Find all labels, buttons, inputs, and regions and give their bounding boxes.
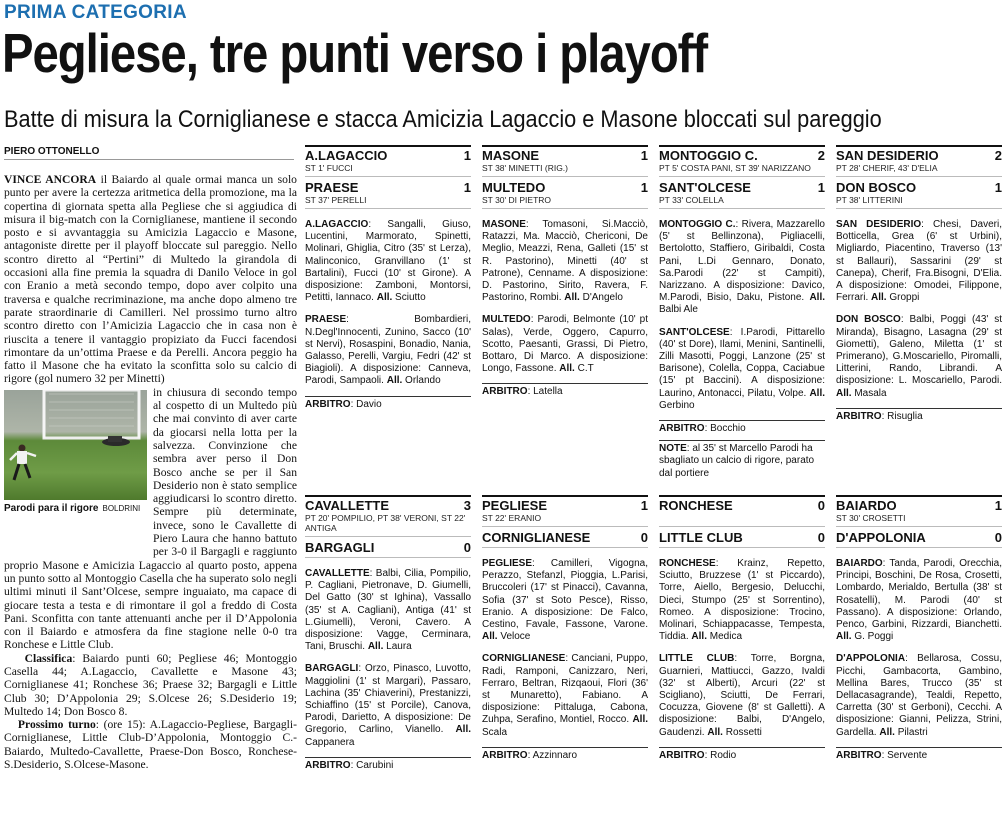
away-team-name: BARGAGLI: [305, 540, 375, 555]
away-team-name: DON BOSCO: [836, 180, 917, 195]
referee-name: : Azzinnaro: [527, 749, 578, 761]
coach-label: All.: [879, 726, 895, 738]
lineup-team-name: CAVALLETTE: [305, 568, 370, 579]
home-team-name: PEGLIESE: [482, 498, 548, 513]
home-team-name: SAN DESIDERIO: [836, 148, 939, 163]
lineup-players: : Camilleri, Vigogna, Perazzo, Stefanzl, Pioggia, L.Parisi, Bruccoleri (17' st Pinacci), Cavanna, Sofia (37' st Soto Pesce), Risso, Eranio. A disposizione: De Falco, Cestino, Favale, Fassone, Varone.: [482, 558, 648, 631]
home-scorers: PT 28' CHERIF, 43' D'ELIA: [836, 163, 1002, 177]
lineup-players: : Bellarosa, Cossu, Picchi, Gambacorta, Gambino, Mellina Bares, Trucco (35' st Dellacasagrande), Tealdi, Repetto, Carretta (30' st Gerboni), Cecchi. A disposizione: Gianni, Pelizza, Strini, Gardella.: [836, 653, 1002, 738]
coach-name: Orlando: [402, 375, 441, 387]
next-round-paragraph: [4, 718, 297, 771]
home-team-name: MASONE: [482, 148, 540, 163]
standings-text: : Baiardo punti 60; Pegliese 46; Montoggio Casella 44; A.Lagaccio, Cavallette e Masone 43; Corniglianese 41; Ronchese 36; Praese 32; Bargagli e Little Club 30; D’Appolonia 29; S.Olcese 26; S.Desiderio 19; Multedo 14; Don Bosco 8.: [4, 651, 297, 718]
home-scorers: PT 5' COSTA PANI, ST 39' NARIZZANO: [659, 163, 825, 177]
referee-label: ARBITRO: [659, 749, 705, 761]
away-team-score: 1: [817, 180, 825, 195]
coach-label: All.: [707, 726, 723, 738]
lineup-team-name: SAN DESIDERIO: [836, 219, 922, 230]
lineup-team-name: MULTEDO: [482, 314, 531, 326]
lineup-players: : Balbi, Cilia, Pompilio, P. Cagliani, Pietronave, D. Giumelli, Del Gatto (30' st Ighina), Vassallo (35' st A. Cagliani), Antiga (41' st L.Giumelli), Veroni, Cavero. A disposizione: Vagge, Cerminara, Tani, Bruschi.: [305, 568, 471, 653]
lineup-players: : Orzo, Pinasco, Luvotto, Maggiolini (1' st Margari), Passaro, Lachina (35' Chiaverini), Prestanizzi, Schiaffino (15' st Porcile), Canova, Parodi, Darietto, A disposizione: De Gregorio, Carlino, Vianello.: [305, 663, 471, 736]
coach-label: All.: [836, 387, 852, 399]
coach-label: All.: [564, 292, 580, 304]
home-team-row: [305, 145, 471, 163]
home-team-row: [836, 495, 1002, 513]
article-text: in chiusura di secondo tempo al cospetto di un Multedo più che mai convinto di aver carte da giocarsi nella lotta per la salvezza. Convinzione che sembra aver perso il Don Bosco anche se per il San Desiderio non è stato semplice aggiudicarsi lo scontro diretto. Sempre più determinate, invece, sono le Cavallette di Piero Laura che hanno battuto per 3-0 il Bargagli e raggiunto proprio Masone e Amicizia Lagaccio al quarto posto, appena un punto sotto al Montoggio Casella che ha superato solo negli ultimi minuti il Sant’Olcese, sempre inguaiato, ma capace di giocare testa a testa e di rimontare il gol a freddo di Costa Pani. Sconfitta con tante attenuanti anche per il D’Appolonia con il Baiardo e atmosfera da fine stagione nelle 0-0 tra Ronchese e Little Club.: [4, 385, 297, 652]
referee-label: ARBITRO: [659, 423, 705, 435]
next-round-text: : (ore 15): A.Lagaccio-Pegliese, Bargagli-Corniglianese, Little Club-D’Appolonia, Montoggio C.-Baiardo, Multedo-Cavallette, Praese-Don Bosco, Ronchese-S.Desiderio, S.Olcese-Masone.: [4, 718, 297, 772]
referee-line: [305, 757, 471, 772]
match-report: [659, 145, 825, 480]
match-report: [305, 145, 471, 411]
note-text: : al 35' st Marcello Parodi ha sbagliato un calcio di rigore, parato dal portiere: [659, 443, 815, 479]
lineup-players: : Canciani, Puppo, Radi, Ramponi, Canizzaro, Neri, Ferraro, Beltran, Rizqaoui, Flori (36' st Munaretto), Fabiano. A disposizione: Pittaluga, Cabona, Zuhpa, Serafino, Montiel, Rocco.: [482, 653, 648, 726]
match-report: [482, 145, 648, 399]
lineup-players: : Sangalli, Giuso, Lucentini, Marmorato, Spinetti, Molinari, Ghiglia, Citro (35' st Lerza), Malinconico, Granvillano (1' st Bartalini), Fucci (10' st Girone). A disposizione: Zamboni, Montorsi, Petitti, Iannaco.: [305, 219, 471, 304]
referee-line: [836, 747, 1002, 762]
team-lineup: [836, 558, 1002, 643]
home-scorers: ST 1' FUCCI: [305, 163, 471, 177]
lineup-players: : Krainz, Repetto, Sciutto, Bruzzese (1' st Piccardo), Torre, Aiello, Bergesio, Delucchi, Dieci, Stumpo (25' st Sorrentino), Romeo. A disposizione: Trocino, Molinari, Schiappacasse, Tempesta, Tiddia.: [659, 558, 825, 643]
home-team-name: RONCHESE: [659, 498, 733, 513]
referee-label: ARBITRO: [482, 749, 528, 761]
byline: PIERO OTTONELLO: [4, 146, 294, 160]
home-team-name: BAIARDO: [836, 498, 897, 513]
away-team-score: 1: [463, 180, 471, 195]
home-team-score: 1: [463, 148, 471, 163]
referee-name: : Latella: [527, 386, 563, 398]
home-scorers: ST 38' MINETTI (RIG.): [482, 163, 648, 177]
lineup-team-name: RONCHESE: [659, 558, 716, 569]
home-team-score: 1: [640, 148, 648, 163]
match-report: [836, 495, 1002, 762]
lineup-players: : Tanda, Parodi, Orecchia, Principi, Boschini, De Rosa, Crosetti, Lombardo, Merialdo, Bertulla (38' st Rosatelli), M. Parodi (40' st Passano). A disposizione: Orlando, Penco, Garbini, Rizzardi, Bianchetti.: [836, 558, 1002, 631]
home-team-score: 1: [994, 498, 1002, 513]
home-team-row: [836, 145, 1002, 163]
coach-name: Laura: [383, 641, 412, 653]
coach-name: Veloce: [497, 631, 531, 643]
home-team-row: [482, 145, 648, 163]
referee-label: ARBITRO: [305, 759, 351, 771]
coach-label: All.: [482, 631, 498, 643]
referee-line: [836, 408, 1002, 423]
match-report: [482, 495, 648, 762]
home-team-score: 0: [817, 498, 825, 513]
lineup-players: : Bombardieri, N.Degl'Innocenti, Zunino, Sacco (10' st Nervi), Rosaspini, Bonadio, Nania, Galasso, Perelli, Vargiu, Fedri (42' st Biagioli). A disposizione: Canneva, Parodi, Sampaoli.: [305, 314, 471, 387]
article-text: il Baiardo al quale ormai manca un solo punto per avere la certezza aritmetica della promozione, ma la copertina di giornata spetta alla Pegliese che si aggiudica di misura il big-match con la Corniglianese, mantiene il secondo posto e si avvantaggia su Amicizia Lagaccio e Masone, antagoniste dirette per il playoff bloccate sul pareggio. Nello scontro diretto al “Pertini” di Multedo la girandola di occasioni alla fine premia la squadra di Danilo Veloce in gol con Eranio a metà secondo tempo, dopo aver colpito una traversa e qualche recriminazione, ma anche dopo almeno tre parate straordinarie di Camilleri. Nel prossimo turno altro scontro diretto con l’Amicizia Lagaccio che in casa non è riuscita a tenere il vantaggio propiziato da Fucci facendosi rimontare da un’ottima Praese e da Perelli. Ancora peggio ha fatto il Masone che ha evitato la sconfitta solo su calcio di rigore (gol numero 32 per Minetti): [4, 173, 297, 386]
home-team-score: 1: [640, 498, 648, 513]
team-lineup: [482, 314, 648, 375]
lineup-players: : Balbi, Poggi (43' st Miranda), Bisagno, Lasagna (29' st Giometti), Galeno, Miletta (1' st Primerano), G.Moscariello, Piromalli, Litterini, Rando, Librandi. A disposizione: L. Moscariello, Parodi.: [836, 314, 1002, 387]
away-scorers: ST 37' PERELLI: [305, 195, 471, 209]
lineup-players: : Parodi, Belmonte (10' pt Salas), Verde, Oggero, Capurro, Scotto, Paesanti, Grassi, Di Pietro, Bottaro, Di Marco. A disposizione: Longo, Fassone.: [482, 314, 648, 375]
referee-name: : Bocchio: [704, 423, 746, 435]
away-team-score: 0: [994, 530, 1002, 545]
referee-line: [659, 747, 825, 762]
home-scorers: [659, 513, 825, 527]
coach-label: All.: [455, 724, 471, 736]
lineup-team-name: PRAESE: [305, 314, 347, 326]
team-lineup: [836, 653, 1002, 738]
away-team-score: 1: [640, 180, 648, 195]
away-team-row: [836, 179, 1002, 195]
referee-line: [305, 396, 471, 411]
lineup-players: : I.Parodi, Pittarello (40' st Dore), Ilami, Menini, Santinelli, Zilli Masotti, Poggi, Lanzone (25' st Barisone), Colella, Coppa, Caciabue (15' pt Baccini). A disposizione: Laurino, Antonacci, Pilatu, Volpe.: [659, 326, 825, 399]
team-lineup: [836, 314, 1002, 399]
away-team-name: MULTEDO: [482, 180, 546, 195]
coach-label: All.: [632, 714, 648, 726]
team-lineup: [482, 558, 648, 643]
away-scorers-empty: [836, 545, 1002, 548]
away-team-row: [659, 179, 825, 195]
referee-line: [659, 420, 825, 435]
match-report: [659, 495, 825, 762]
home-team-name: A.LAGACCIO: [305, 148, 388, 163]
home-team-row: [659, 495, 825, 513]
match-report: [305, 495, 471, 772]
article-body: [4, 173, 297, 771]
team-lineup: [659, 219, 825, 317]
team-lineup: [482, 653, 648, 738]
coach-label: All.: [871, 292, 887, 304]
lineup-team-name: MONTOGGIO C.: [659, 219, 736, 230]
coach-label: All.: [809, 292, 825, 304]
away-team-name: LITTLE CLUB: [659, 530, 743, 545]
lineup-team-name: PEGLIESE: [482, 558, 533, 569]
home-scorers: ST 22' ERANIO: [482, 513, 648, 527]
coach-name: Sciutto: [392, 292, 426, 304]
article-paragraph: [4, 173, 297, 386]
lineup-players: : Rivera, Mazzarello (5' st Bellinzona), Pigliacelli, Bertolotto, Staffiero, Giribaldi, Costa Pani, L.Di Gennaro, Donato, Sa.Parodi (22' st Campiti), Narizzano. A disposizione: Davico, M.Parodi, Bisio, Daku, Pistone.: [659, 219, 825, 304]
coach-name: Masala: [851, 387, 887, 399]
home-team-name: MONTOGGIO C.: [659, 148, 758, 163]
match-report: [836, 145, 1002, 423]
referee-name: : Servente: [881, 749, 928, 761]
subheadline: Batte di misura la Corniglianese e stacca Amicizia Lagaccio e Masone bloccati sul pareggio: [4, 106, 882, 133]
lineup-players: : Tomasoni, Si.Macciò, Ratazzi, Ma. Macciò, Chericoni, De Meglio, Meazzi, Rena, Galleti (15' st R. Pastorino), Minetti (40' st Patrone), Cenname. A disposizione: D. Pastorino, Sirito, Ravera, F. Pastorino, Rombi.: [482, 219, 648, 304]
away-team-row: [305, 179, 471, 195]
referee-label: ARBITRO: [482, 386, 528, 398]
lineup-team-name: BARGAGLI: [305, 663, 359, 675]
away-team-score: 0: [640, 530, 648, 545]
referee-line: [482, 383, 648, 398]
referee-label: ARBITRO: [305, 398, 351, 410]
home-scorers: PT 20' POMPILIO, PT 38' VERONI, ST 22' ANTIGA: [305, 513, 471, 537]
team-lineup: [305, 663, 471, 748]
away-team-score: 0: [817, 530, 825, 545]
coach-name: D'Angelo: [579, 292, 623, 304]
home-team-score: 3: [463, 498, 471, 513]
match-note: [659, 440, 825, 480]
referee-label: ARBITRO: [836, 410, 882, 422]
coach-label: All.: [836, 631, 852, 643]
away-scorers: PT 38' LITTERINI: [836, 195, 1002, 209]
football-scene-illustration: [4, 390, 147, 500]
away-team-row: [482, 179, 648, 195]
lineup-players: : Chesi, Daveri, Botticella, Grea (6' st Urbini), Migliardo, Piacentino, Traverso (13' st Ballauri), Sassarini (29' st Canepa), Cherif, Fra.Bisogni, D'Elia. A disposizione: Omodei, Filippone, Ferrari.: [836, 219, 1002, 304]
lineup-team-name: MASONE: [482, 219, 526, 230]
home-team-score: 2: [817, 148, 825, 163]
team-lineup: [659, 558, 825, 643]
away-team-name: SANT'OLCESE: [659, 180, 751, 195]
away-team-row: [836, 529, 1002, 545]
coach-name: G. Poggi: [851, 631, 894, 643]
photo-caption: [4, 502, 147, 515]
referee-name: : Davio: [350, 398, 382, 410]
away-team-score: 0: [463, 540, 471, 555]
lineup-team-name: DON BOSCO: [836, 314, 901, 326]
away-team-score: 1: [994, 180, 1002, 195]
lineup-team-name: D'APPOLONIA: [836, 653, 906, 665]
home-team-row: [305, 495, 471, 513]
next-round-label: Prossimo turno: [17, 718, 96, 732]
coach-label: All.: [809, 387, 825, 399]
team-lineup: [659, 327, 825, 412]
away-team-name: CORNIGLIANESE: [482, 530, 591, 545]
away-scorers-empty: [305, 555, 471, 558]
coach-name: Pilastri: [894, 726, 928, 738]
coach-name: Groppi: [886, 292, 920, 304]
home-team-name: CAVALLETTE: [305, 498, 390, 513]
referee-label: ARBITRO: [836, 749, 882, 761]
away-team-name: PRAESE: [305, 180, 359, 195]
coach-name: C.T: [574, 363, 594, 375]
standings-label: Classifica: [24, 651, 73, 665]
away-scorers-empty: [659, 545, 825, 548]
lineup-team-name: BAIARDO: [836, 558, 883, 569]
coach-name: Gerbino: [659, 399, 695, 411]
coach-label: All.: [376, 292, 393, 304]
coach-label: All.: [367, 641, 384, 653]
team-lineup: [305, 568, 471, 653]
away-scorers-empty: [482, 545, 648, 548]
home-team-row: [482, 495, 648, 513]
away-scorers: ST 30' DI PIETRO: [482, 195, 648, 209]
away-team-row: [482, 529, 648, 545]
team-lineup: [836, 219, 1002, 304]
headline: Pegliese, tre punti verso i playoff: [2, 22, 708, 84]
standings-paragraph: [4, 652, 297, 718]
coach-label: All.: [386, 375, 403, 387]
away-scorers: PT 33' COLELLA: [659, 195, 825, 209]
coach-name: Scala: [482, 726, 508, 738]
coach-name: Balbi Ale: [659, 304, 698, 316]
away-team-row: [659, 529, 825, 545]
lineup-team-name: SANT'OLCESE: [659, 326, 730, 338]
referee-name: : Carubini: [350, 759, 394, 771]
referee-line: [482, 747, 648, 762]
photo-block: [4, 390, 147, 553]
team-lineup: [482, 219, 648, 304]
coach-name: Cappanera: [305, 736, 355, 748]
lineup-team-name: LITTLE CLUB: [659, 653, 735, 665]
team-lineup: [659, 653, 825, 738]
away-team-name: D'APPOLONIA: [836, 530, 926, 545]
coach-label: All.: [559, 363, 575, 375]
match-photo: [4, 390, 147, 500]
section-kicker: PRIMA CATEGORIA: [4, 2, 187, 23]
lineup-players: : Torre, Borgna, Guarnieri, Mattiucci, Gazzo, Ivaldi (32' st Alberti), Arcuri (22' st Scigliano), Sciutti, De Ferrari, Cocuzza, Giovene (8' st Galletti). A disposizione: Balbi, D'Angelo, Gaudenzi.: [659, 653, 825, 738]
away-team-row: [305, 539, 471, 555]
team-lineup: [305, 219, 471, 304]
team-lineup: [305, 314, 471, 387]
home-team-score: 2: [994, 148, 1002, 163]
article-lead: VINCE ANCORA: [4, 173, 97, 186]
lineup-team-name: A.LAGACCIO: [305, 219, 369, 230]
coach-label: All.: [691, 631, 707, 643]
coach-name: Medica: [706, 631, 742, 643]
photo-credit: BOLDRINI: [102, 503, 141, 513]
referee-name: : Risuglia: [881, 410, 923, 422]
note-label: NOTE: [659, 443, 687, 455]
coach-name: Rossetti: [722, 726, 762, 738]
home-scorers: ST 30' CROSETTI: [836, 513, 1002, 527]
lineup-team-name: CORNIGLIANESE: [482, 653, 566, 665]
home-team-row: [659, 145, 825, 163]
referee-name: : Rodio: [704, 749, 737, 761]
caption-text: Parodi para il rigore: [4, 502, 99, 514]
